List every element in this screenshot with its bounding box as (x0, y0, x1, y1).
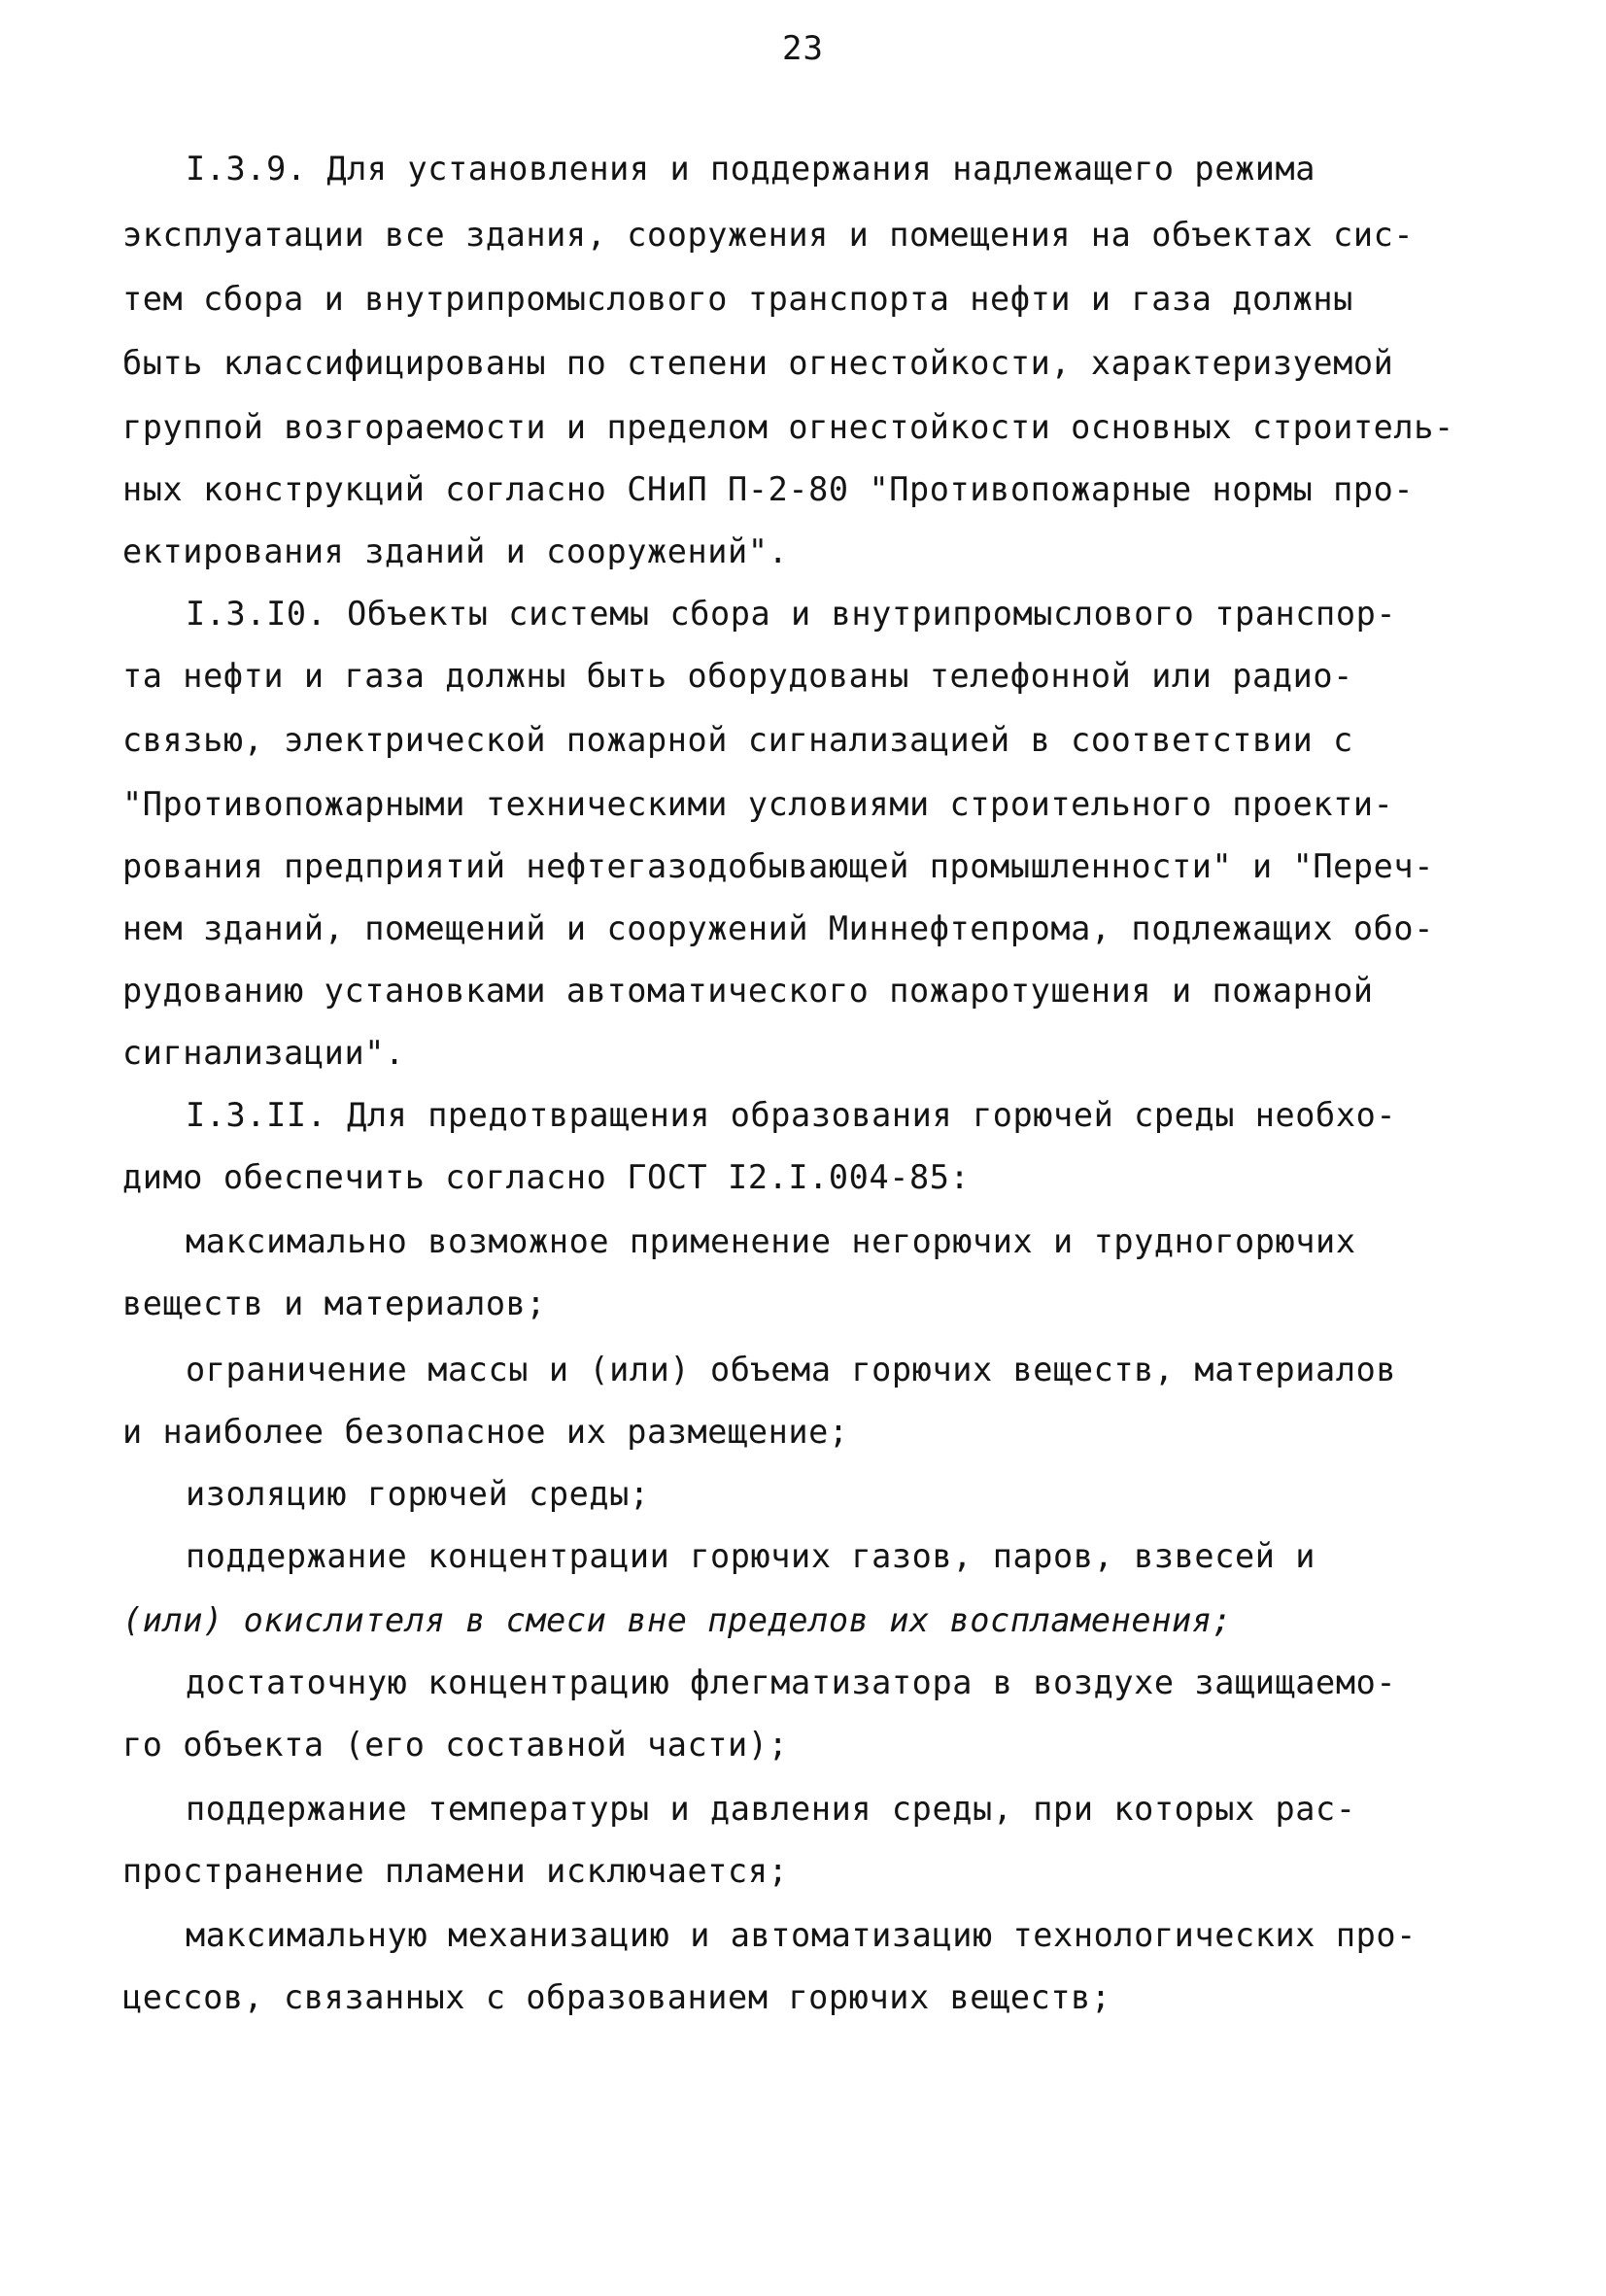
text-line: I.3.II. Для предотвращения образования горючей среды необхо- (186, 1096, 1397, 1134)
text-line: изоляцию горючей среды; (186, 1475, 650, 1513)
text-line: поддержание температуры и давления среды, при которых рас- (186, 1790, 1356, 1828)
text-line: рования предприятий нефтегазодобывающей промышленности" и "Переч- (122, 847, 1434, 885)
text-line: го объекта (его составной части); (122, 1726, 789, 1764)
text-line: и наиболее безопасное их размещение; (122, 1413, 849, 1451)
text-line: тем сбора и внутрипромыслового транспорта нефти и газа должны (122, 280, 1353, 318)
text-line: цессов, связанных с образованием горючих веществ; (122, 1978, 1111, 2016)
page-number: 23 (782, 29, 824, 68)
text-line: рудованию установками автоматического пожаротушения и пожарной (122, 972, 1374, 1010)
text-line: эксплуатации все здания, сооружения и помещения на объектах сис- (122, 216, 1415, 254)
text-line: "Противопожарными техническими условиями строительного проекти- (122, 785, 1394, 823)
text-line: нем зданий, помещений и сооружений Миннефтепрома, подлежащих обо- (122, 909, 1434, 947)
text-line: связью, электрической пожарной сигнализацией в соответствии с (122, 721, 1353, 759)
text-line: та нефти и газа должны быть оборудованы телефонной или радио- (122, 657, 1353, 695)
text-line: веществ и материалов; (122, 1285, 547, 1322)
text-line: максимально возможное применение негорючих и трудногорючих (186, 1222, 1356, 1260)
text-line: поддержание концентрации горючих газов, паров, взвесей и (186, 1537, 1316, 1575)
text-line: сигнализации". (122, 1034, 405, 1072)
text-line: пространение пламени исключается; (122, 1852, 789, 1890)
text-line: (или) окислителя в смеси вне пределов их воспламенения; (122, 1601, 1233, 1639)
text-line: ных конструкций согласно СНиП П-2-80 "Противопожарные нормы про- (122, 470, 1415, 508)
text-line: достаточную концентрацию флегматизатора в воздухе защищаемо- (186, 1663, 1397, 1701)
text-line: ограничение массы и (или) объема горючих веществ, материалов (186, 1351, 1397, 1388)
text-line: ектирования зданий и сооружений". (122, 532, 789, 570)
text-line: быть классифицированы по степени огнестойкости, характеризуемой (122, 344, 1394, 382)
text-line: димо обеспечить согласно ГОСТ I2.I.004-85: (122, 1158, 971, 1196)
text-line: I.3.9. Для установления и поддержания надлежащего режима (186, 150, 1316, 188)
text-line: I.3.I0. Объекты системы сбора и внутрипромыслового транспор- (186, 595, 1397, 633)
text-line: максимальную механизацию и автоматизацию технологических про- (186, 1916, 1417, 1954)
text-line: группой возгораемости и пределом огнестойкости основных строитель- (122, 408, 1454, 446)
